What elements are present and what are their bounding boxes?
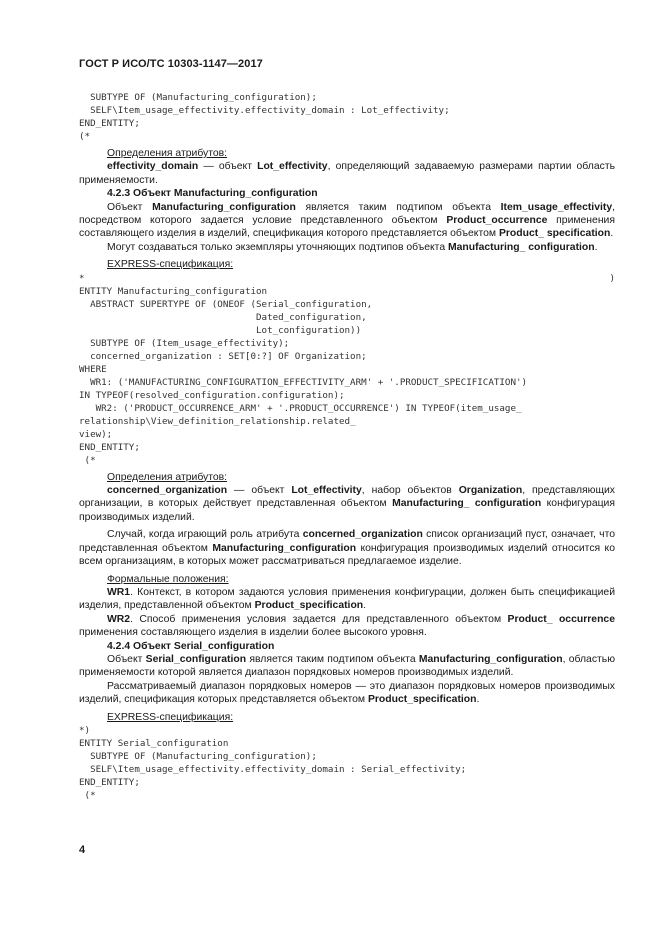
code-line: (* <box>79 789 96 801</box>
code-line: SELF\Item_usage_effectivity.effectivity_domain : Serial_effectivity; <box>79 763 467 775</box>
code-line: SELF\Item_usage_effectivity.effectivity_domain : Lot_effectivity; <box>79 105 450 116</box>
page-content <box>79 91 615 802</box>
formal-wr2: WR2. Способ применения условия задается для представленного объектом Product_ occurrence применения составляющего изделия в изделии более высокого уровня. <box>79 613 615 639</box>
code-line: WHERE <box>79 363 107 375</box>
attr-heading-1: Определения атрибутов: <box>107 148 228 159</box>
code-line: (* <box>79 131 91 142</box>
code-line: Lot_configuration)) <box>79 324 362 336</box>
code-line: SUBTYPE OF (Manufacturing_configuration); <box>79 92 317 103</box>
code-line: Dated_configuration, <box>79 311 367 323</box>
code-block-2-first-line: * ) <box>79 272 615 284</box>
attr-def-1: effectivity_domain — объект Lot_effectivity, определяющий задаваемую размерами партии область применяемости. <box>79 161 615 186</box>
code-line: WR2: ('PRODUCT_OCCURRENCE_ARM' + '.PRODUCT_OCCURRENCE') IN TYPEOF(item_usage_ <box>79 402 522 414</box>
code-line: ENTITY Serial_configuration <box>79 737 229 749</box>
attr-def-2-para-1: concerned_organization — объект Lot_effectivity, набор объектов Organization, представляющих организации, в которых действует представленная объектом Manufacturing_ configuration конфигурация производимых изделий. <box>79 485 615 523</box>
page-header: ГОСТ Р ИСО/ТС 10303-1147—2017 <box>79 58 263 70</box>
formal-heading: Формальные положения: <box>107 573 229 585</box>
section-heading-423: 4.2.3 Объект Manufacturing_configuration <box>107 188 318 200</box>
code-block-3 <box>79 724 615 802</box>
code-line: view); <box>79 428 113 440</box>
section-heading-424: 4.2.4 Объект Serial_configuration <box>107 640 275 652</box>
express-heading-2: EXPRESS-спецификация: <box>107 711 234 723</box>
code-line: WR1: ('MANUFACTURING_CONFIGURATION_EFFECTIVITY_ARM' + '.PRODUCT_SPECIFICATION') <box>79 376 528 388</box>
code-line: ABSTRACT SUPERTYPE OF (ONEOF (Serial_configuration, <box>79 298 373 310</box>
express-heading-1: EXPRESS-спецификация: <box>107 259 234 271</box>
section-424-para-1: Объект Serial_configuration является таким подтипом объекта Manufacturing_configuration, областью применяемости которой является диапазон порядковых номеров производимых изделий. <box>79 653 615 679</box>
code-line: ENTITY Manufacturing_configuration <box>79 285 268 297</box>
code-line: SUBTYPE OF (Manufacturing_configuration); <box>79 750 317 762</box>
attr-heading-2: Определения атрибутов: <box>107 471 228 483</box>
formal-wr1: WR1. Контекст, в котором задаются условия применения конфигурации, должен быть спецификацией изделия, представленной объектом Product_specification. <box>79 586 615 612</box>
code-line: relationship\View_definition_relationship.related_ <box>79 415 356 427</box>
code-block-2 <box>79 285 615 467</box>
code-block-1 <box>79 91 615 143</box>
code-line: SUBTYPE OF (Item_usage_effectivity); <box>79 337 290 349</box>
attr-def-2-para-2: Случай, когда играющий роль атрибута concerned_organization список организаций пуст, означает, что представленная объектом Manufacturing_configuration конфигурация производимых изделий относится ко всем организациям, в которых может рассматриваться предлагаемое изделие. <box>79 529 615 568</box>
section-423-para-2: Могут создаваться только экземпляры уточняющих подтипов объекта Manufacturing_ configuration. <box>107 241 598 253</box>
code-line: END_ENTITY; <box>79 118 140 129</box>
section-423-para-1: Объект Manufacturing_configuration является таким подтипом объекта Item_usage_effectivity, посредством которого задается условие представленного объектом Product_occurrence применения составляющего изделия в изделий, спецификация которого представляется объектом Product_ specification. <box>79 201 615 240</box>
code-line: END_ENTITY; <box>79 441 140 453</box>
section-424-para-2: Рассматриваемый диапазон порядковых номеров — это диапазон порядковых номеров производимых изделий, спецификация которых представляется объектом Product_specification. <box>79 680 615 706</box>
code-line: concerned_organization : SET[0:?] OF Organization; <box>79 350 367 362</box>
page-number: 4 <box>79 844 86 856</box>
code-line: (* <box>79 454 96 466</box>
code-line: IN TYPEOF(resolved_configuration.configuration); <box>79 389 345 401</box>
code-line: END_ENTITY; <box>79 776 140 788</box>
code-line: *) <box>79 724 91 736</box>
